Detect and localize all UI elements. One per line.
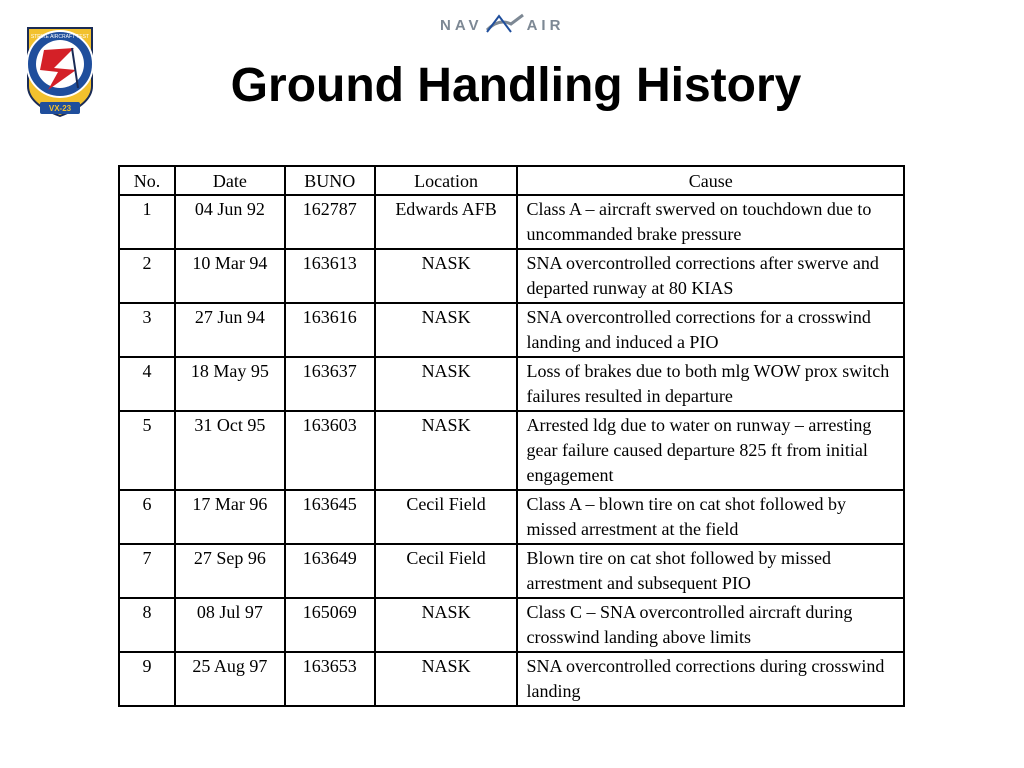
cell-no: 4 — [119, 357, 175, 411]
cell-cause: Arrested ldg due to water on runway – arresting gear failure caused departure 825 ft from initial engagement — [517, 411, 904, 490]
navair-swoosh-icon — [485, 12, 525, 38]
table-row — [119, 303, 904, 357]
column-header-cause: Cause — [517, 166, 904, 195]
brand-left-text: NAV — [440, 16, 483, 34]
table-row — [119, 249, 904, 303]
cell-date: 27 Jun 94 — [175, 303, 285, 357]
cell-date: 18 May 95 — [175, 357, 285, 411]
cell-cause: Loss of brakes due to both mlg WOW prox switch failures resulted in departure — [517, 357, 904, 411]
cell-buno: 162787 — [285, 195, 375, 249]
ground-handling-table — [118, 165, 905, 707]
cell-no: 5 — [119, 411, 175, 490]
cell-cause: Blown tire on cat shot followed by missed arrestment and subsequent PIO — [517, 544, 904, 598]
table-row — [119, 598, 904, 652]
table-row — [119, 357, 904, 411]
cell-location: NASK — [375, 303, 518, 357]
table-row — [119, 411, 904, 490]
cell-buno: 163613 — [285, 249, 375, 303]
cell-no: 1 — [119, 195, 175, 249]
cell-cause: SNA overcontrolled corrections during crosswind landing — [517, 652, 904, 706]
brand-right-text: AIR — [526, 16, 565, 34]
cell-location: NASK — [375, 598, 518, 652]
navair-wordmark — [440, 12, 564, 38]
cell-buno: 163649 — [285, 544, 375, 598]
cell-buno: 163637 — [285, 357, 375, 411]
logo-ring-text: STRIKE AIRCRAFT TEST — [30, 34, 90, 40]
cell-location: NASK — [375, 411, 518, 490]
column-header-buno: BUNO — [285, 166, 375, 195]
table-header-row — [119, 166, 904, 195]
column-header-date: Date — [175, 166, 285, 195]
cell-date: 04 Jun 92 — [175, 195, 285, 249]
cell-location: NASK — [375, 357, 518, 411]
cell-date: 25 Aug 97 — [175, 652, 285, 706]
column-header-location: Location — [375, 166, 518, 195]
cell-location: NASK — [375, 249, 518, 303]
cell-location: NASK — [375, 652, 518, 706]
cell-location: Edwards AFB — [375, 195, 518, 249]
cell-date: 10 Mar 94 — [175, 249, 285, 303]
cell-no: 9 — [119, 652, 175, 706]
cell-buno: 163645 — [285, 490, 375, 544]
cell-cause: SNA overcontrolled corrections for a crosswind landing and induced a PIO — [517, 303, 904, 357]
cell-date: 31 Oct 95 — [175, 411, 285, 490]
table-row — [119, 652, 904, 706]
column-header-no: No. — [119, 166, 175, 195]
cell-buno: 165069 — [285, 598, 375, 652]
cell-buno: 163653 — [285, 652, 375, 706]
cell-no: 2 — [119, 249, 175, 303]
table-row — [119, 544, 904, 598]
cell-location: Cecil Field — [375, 490, 518, 544]
table-row — [119, 195, 904, 249]
cell-location: Cecil Field — [375, 544, 518, 598]
cell-buno: 163616 — [285, 303, 375, 357]
logo-badge-text: VX-23 — [48, 104, 72, 113]
cell-cause: Class A – blown tire on cat shot followed by missed arrestment at the field — [517, 490, 904, 544]
cell-cause: Class A – aircraft swerved on touchdown due to uncommanded brake pressure — [517, 195, 904, 249]
cell-date: 17 Mar 96 — [175, 490, 285, 544]
ground-handling-table-container — [118, 165, 907, 701]
page-title: Ground Handling History — [230, 59, 802, 112]
cell-buno: 163603 — [285, 411, 375, 490]
cell-date: 27 Sep 96 — [175, 544, 285, 598]
cell-no: 8 — [119, 598, 175, 652]
cell-date: 08 Jul 97 — [175, 598, 285, 652]
cell-cause: SNA overcontrolled corrections after swerve and departed runway at 80 KIAS — [517, 249, 904, 303]
cell-no: 3 — [119, 303, 175, 357]
cell-no: 7 — [119, 544, 175, 598]
cell-cause: Class C – SNA overcontrolled aircraft during crosswind landing above limits — [517, 598, 904, 652]
table-row — [119, 490, 904, 544]
cell-no: 6 — [119, 490, 175, 544]
